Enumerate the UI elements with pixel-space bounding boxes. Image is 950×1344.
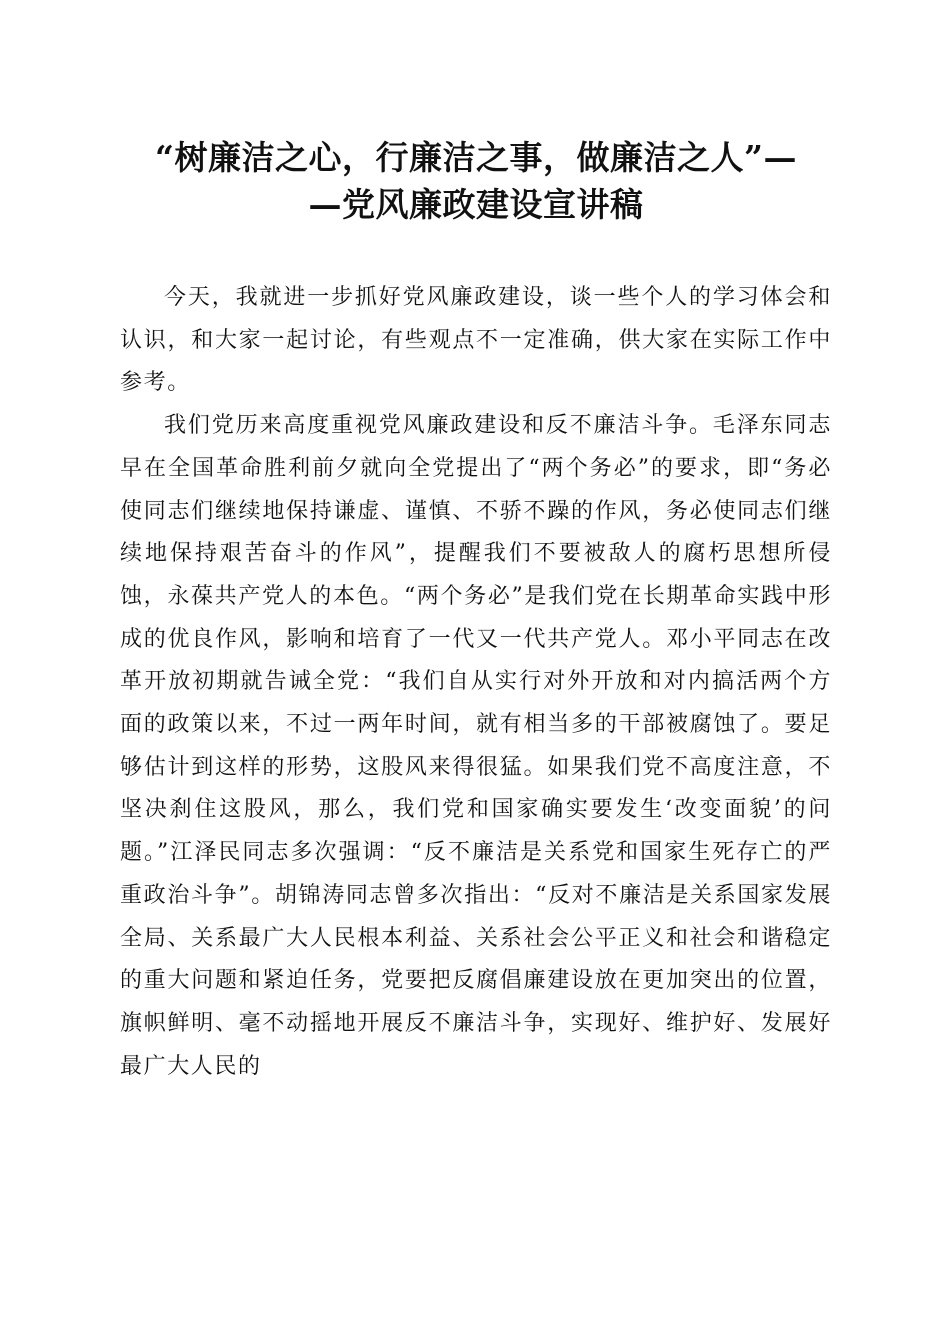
document-body	[120, 277, 832, 1088]
paragraph-history: 我们党历来高度重视党风廉政建设和反不廉洁斗争。毛泽东同志早在全国革命胜利前夕就向全党提出了“两个务必”的要求，即“务必使同志们继续地保持谦虚、谨慎、不骄不躁的作风，务必使同志们继续地保持艰苦奋斗的作风”，提醒我们不要被敌人的腐朽思想所侵蚀，永葆共产党人的本色。“两个务必”是我们党在长期革命实践中形成的优良作风，影响和培育了一代又一代共产党人。邓小平同志在改革开放初期就告诫全党：“我们自从实行对外开放和对内搞活两个方面的政策以来，不过一两年时间，就有相当多的干部被腐蚀了。要足够估计到这样的形势，这股风来得很猛。如果我们党不高度注意，不坚决刹住这股风，那么，我们党和国家确实要发生‘改变面貌’的问题。”江泽民同志多次强调：“反不廉洁是关系党和国家生死存亡的严重政治斗争”。胡锦涛同志曾多次指出：“反对不廉洁是关系国家发展全局、关系最广大人民根本利益、关系社会公平正义和社会和谐稳定的重大问题和紧迫任务，党要把反腐倡廉建设放在更加突出的位置，旗帜鲜明、毫不动摇地开展反不廉洁斗争，实现好、维护好、发展好最广大人民的	[120, 413, 832, 1079]
title-line-1: “树廉洁之心，行廉洁之事，做廉洁之人”—	[155, 138, 797, 177]
title-line-2: —党风廉政建设宣讲稿	[308, 185, 644, 224]
paragraph-intro: 今天，我就进一步抓好党风廉政建设，谈一些个人的学习体会和认识，和大家一起讨论，有些观点不一定准确，供大家在实际工作中参考。	[120, 285, 832, 396]
document-title	[120, 134, 832, 228]
